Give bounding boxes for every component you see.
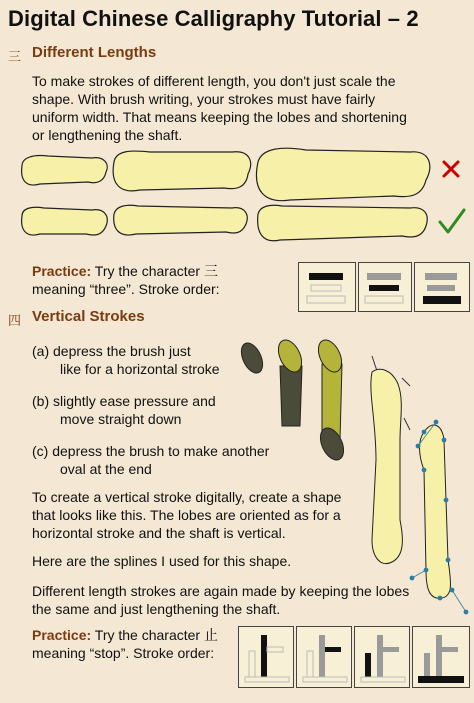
practice-text: Try the character bbox=[94, 263, 201, 279]
section2-heading: Vertical Strokes bbox=[32, 308, 145, 325]
section2-paragraph-3: Different length strokes are again made by keeping the lobes the same and just lengthening the shaft. bbox=[32, 583, 410, 617]
section1-paragraph: To make strokes of different length, you don't just scale the shape. With brush writing, your strokes must have fairly uniform width. That means keeping the lobes and shortening or lengthening the shaft. bbox=[32, 73, 407, 143]
section1-char: 三 bbox=[8, 49, 22, 64]
section1-heading: Different Lengths bbox=[32, 44, 157, 61]
practice-text: Try the character bbox=[94, 627, 201, 643]
section2-paragraph-2: Here are the splines I used for this shape. bbox=[32, 553, 292, 569]
practice-line2: meaning “three”. Stroke order: bbox=[32, 281, 220, 297]
practice-label: Practice: bbox=[32, 627, 92, 643]
brush-step-c: (c) depress the brush to make another oval at the end bbox=[32, 443, 270, 477]
practice-label: Practice: bbox=[32, 263, 92, 279]
practice-line2: meaning “stop”. Stroke order: bbox=[32, 645, 215, 661]
stop-order-box-4 bbox=[412, 626, 470, 688]
stop-order-box-1 bbox=[238, 626, 294, 688]
brush-step-a: (a) depress the brush just like for a horizontal stroke bbox=[32, 343, 220, 377]
section2-char: 四 bbox=[8, 313, 22, 328]
section2-practice bbox=[32, 626, 252, 662]
section2-paragraph-1: To create a vertical stroke digitally, create a shape that looks like this. The lobes are oriented as for a horizontal stroke and the shaft is vertical. bbox=[32, 489, 342, 541]
stop-order-box-3 bbox=[354, 626, 410, 688]
practice-char: 三 bbox=[203, 263, 218, 279]
practice-char: 止 bbox=[203, 627, 218, 643]
page-title: Digital Chinese Calligraphy Tutorial – 2 bbox=[8, 6, 419, 31]
brush-step-b: (b) slightly ease pressure and move straight down bbox=[32, 393, 216, 427]
stop-order-box-2 bbox=[296, 626, 352, 688]
